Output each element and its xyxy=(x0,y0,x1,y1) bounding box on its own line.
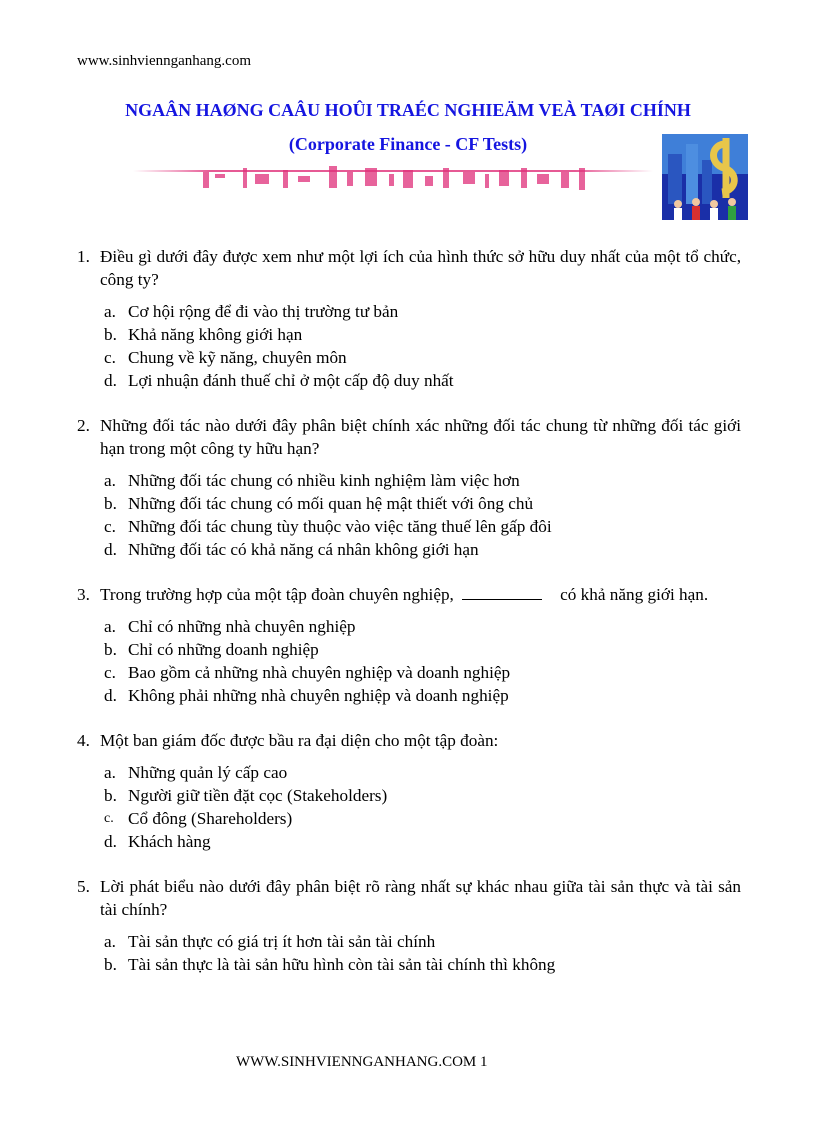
option-letter: c. xyxy=(104,663,116,682)
answer-option xyxy=(77,761,741,784)
document-title: NGAÂN HAØNG CAÂU HOÛI TRAÉC NGHIEÄM VEÀ TAØI CHÍNH xyxy=(125,100,691,120)
option-letter: b. xyxy=(104,494,117,513)
option-letter: a. xyxy=(104,932,116,951)
decorative-banner xyxy=(133,162,653,196)
answer-option xyxy=(77,469,741,492)
question-text: Những đối tác nào dưới đây phân biệt chính xác những đối tác chung từ những đối tác giới hạn trong một công ty hữu hạn? xyxy=(100,416,741,458)
footer-site-url: WWW.SINHVIENNGANHANG.COM xyxy=(236,1054,477,1070)
option-text: Những đối tác chung có nhiều kinh nghiệm làm việc hơn xyxy=(128,471,520,490)
question-number: 3. xyxy=(77,585,90,604)
option-text: Chỉ có những nhà chuyên nghiệp xyxy=(128,617,356,636)
option-text: Lợi nhuận đánh thuế chỉ ở một cấp độ duy nhất xyxy=(128,371,454,390)
site-url[interactable]: www.sinhviennganhang.com xyxy=(77,53,251,69)
question-text-before-blank: Trong trường hợp của một tập đoàn chuyên nghiệp, xyxy=(100,585,454,604)
option-letter: b. xyxy=(104,325,117,344)
option-letter: c. xyxy=(104,348,116,367)
option-letter: a. xyxy=(104,302,116,321)
question-text: Lời phát biểu nào dưới đây phân biệt rõ ràng nhất sự khác nhau giữa tài sản thực và tài sản tài chính? xyxy=(100,877,741,919)
option-text: Khách hàng xyxy=(128,832,211,851)
question-number: 2. xyxy=(77,416,90,435)
option-letter: b. xyxy=(104,955,117,974)
option-letter: a. xyxy=(104,617,116,636)
option-text: Tài sản thực là tài sản hữu hình còn tài sản tài chính thì không xyxy=(128,955,556,974)
answer-option xyxy=(77,684,741,707)
option-letter: c. xyxy=(104,811,114,826)
question-4 xyxy=(77,729,741,853)
finance-illustration-image xyxy=(662,134,748,220)
answer-option xyxy=(77,346,741,369)
option-letter: d. xyxy=(104,540,117,559)
answer-option xyxy=(77,930,741,953)
question-number: 5. xyxy=(77,877,90,896)
page-number: 1 xyxy=(480,1054,488,1070)
answer-option xyxy=(77,323,741,346)
document-subtitle: (Corporate Finance - CF Tests) xyxy=(288,134,528,154)
question-1 xyxy=(77,245,741,392)
answer-option xyxy=(77,515,741,538)
question-text-after-blank: có khả năng giới hạn. xyxy=(560,585,709,604)
answer-options xyxy=(77,615,741,707)
option-text: Chung về kỹ năng, chuyên môn xyxy=(128,348,347,367)
option-text: Tài sản thực có giá trị ít hơn tài sản tài chính xyxy=(128,932,436,951)
option-letter: c. xyxy=(104,517,116,536)
option-text: Không phải những nhà chuyên nghiệp và doanh nghiệp xyxy=(128,686,509,705)
answer-option xyxy=(77,538,741,561)
option-letter: d. xyxy=(104,832,117,851)
option-letter: d. xyxy=(104,686,117,705)
question-number: 1. xyxy=(77,247,90,266)
answer-option xyxy=(77,300,741,323)
question-3 xyxy=(77,583,741,707)
question-text xyxy=(100,583,741,606)
question-list xyxy=(77,245,741,998)
option-text: Cơ hội rộng để đi vào thị trường tư bản xyxy=(128,302,399,321)
answer-options xyxy=(77,300,741,392)
answer-option xyxy=(77,807,741,830)
answer-option xyxy=(77,615,741,638)
option-text: Những đối tác chung có mối quan hệ mật thiết với ông chủ xyxy=(128,494,534,513)
answer-option xyxy=(77,492,741,515)
option-text: Bao gồm cả những nhà chuyên nghiệp và doanh nghiệp xyxy=(128,663,511,682)
page-footer xyxy=(236,1054,488,1071)
option-text: Chỉ có những doanh nghiệp xyxy=(128,640,319,659)
option-text: Những đối tác có khả năng cá nhân không giới hạn xyxy=(128,540,479,559)
answer-option xyxy=(77,638,741,661)
question-text: Một ban giám đốc được bầu ra đại diện cho một tập đoàn: xyxy=(100,731,499,750)
option-text: Những quản lý cấp cao xyxy=(128,763,288,782)
option-text: Người giữ tiền đặt cọc (Stakeholders) xyxy=(128,786,388,805)
answer-option xyxy=(77,661,741,684)
option-letter: d. xyxy=(104,371,117,390)
fill-in-blank xyxy=(462,585,542,600)
option-letter: b. xyxy=(104,786,117,805)
answer-option xyxy=(77,369,741,392)
option-text: Những đối tác chung tùy thuộc vào việc tăng thuế lên gấp đôi xyxy=(128,517,552,536)
option-letter: a. xyxy=(104,471,116,490)
question-5 xyxy=(77,875,741,976)
answer-options xyxy=(77,761,741,853)
option-text: Khả năng không giới hạn xyxy=(128,325,303,344)
question-number: 4. xyxy=(77,731,90,750)
answer-options xyxy=(77,930,741,976)
option-letter: b. xyxy=(104,640,117,659)
question-text: Điều gì dưới đây được xem như một lợi ích của hình thức sở hữu duy nhất của một tổ chức, công ty? xyxy=(100,247,741,289)
answer-option xyxy=(77,784,741,807)
answer-option xyxy=(77,830,741,853)
question-2 xyxy=(77,414,741,561)
option-text: Cổ đông (Shareholders) xyxy=(128,809,293,828)
option-letter: a. xyxy=(104,763,116,782)
answer-options xyxy=(77,469,741,561)
answer-option xyxy=(77,953,741,976)
